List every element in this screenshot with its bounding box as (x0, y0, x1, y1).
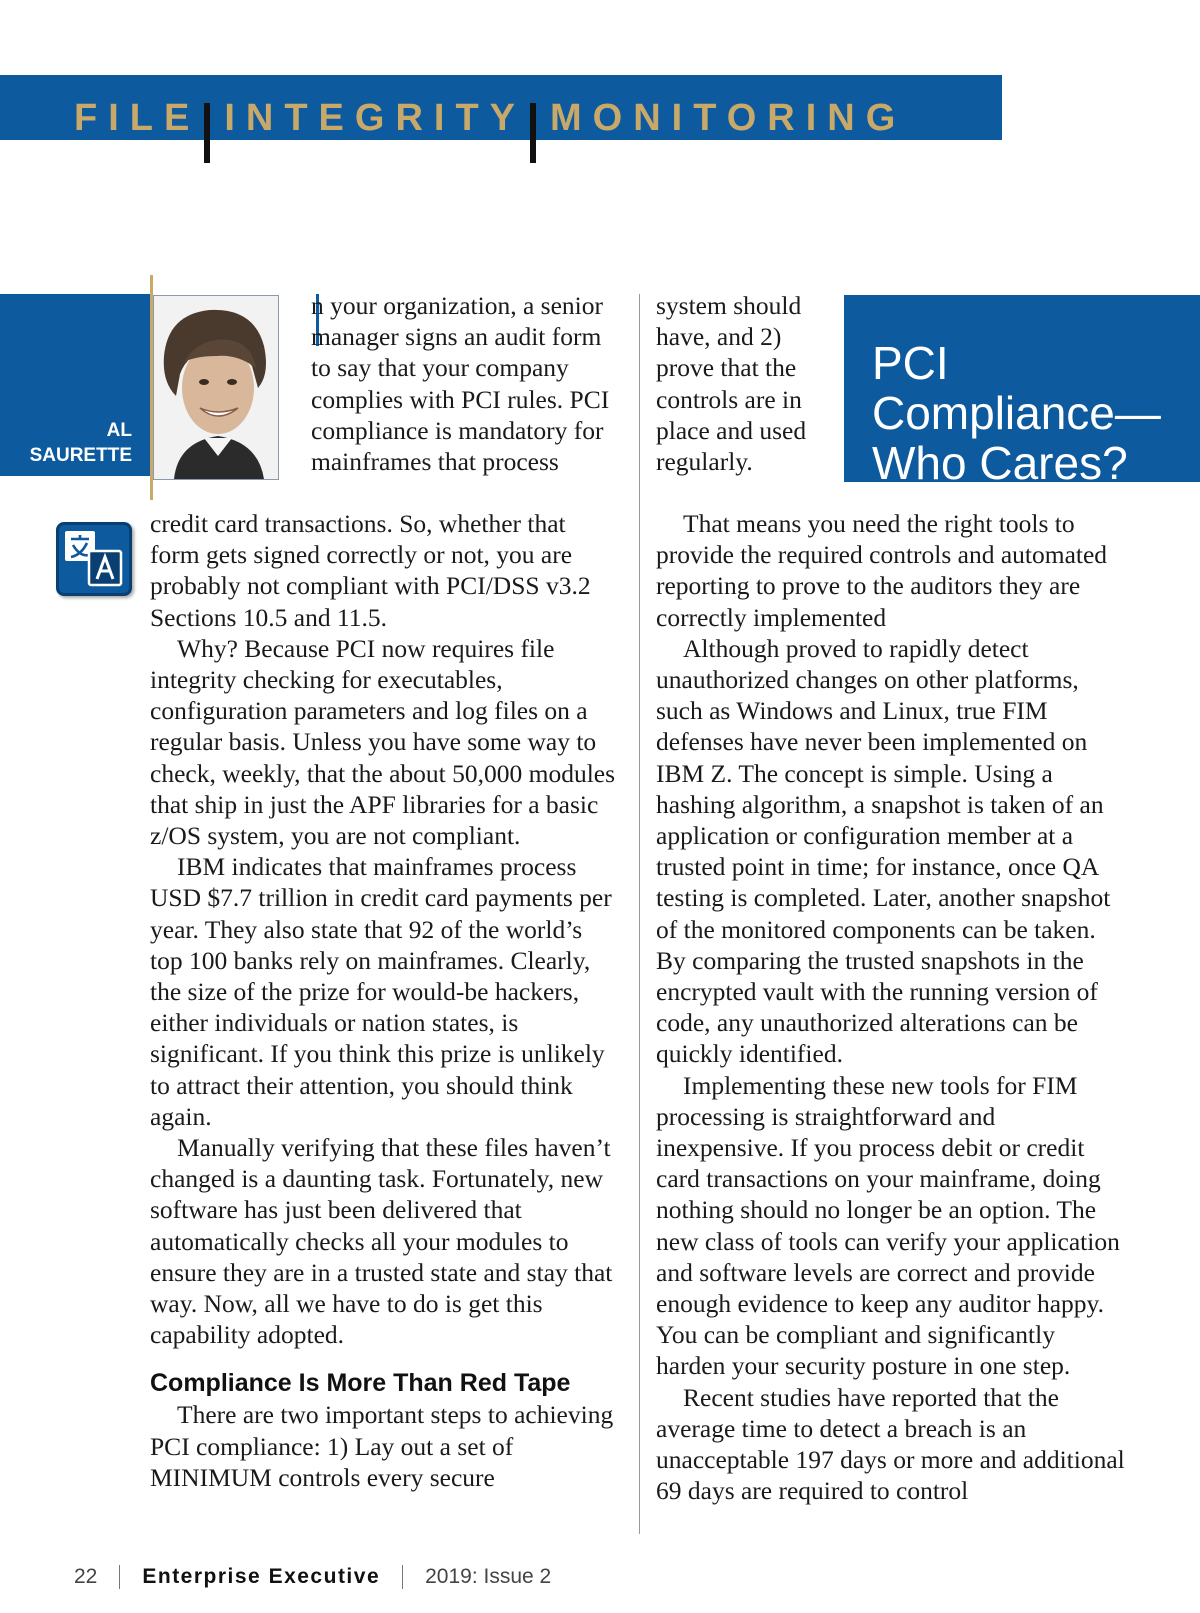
translate-icon (59, 525, 129, 593)
author-photo (153, 295, 279, 480)
article-column-left (150, 508, 620, 1493)
section-subhead: Compliance Is More Than Red Tape (150, 1369, 571, 1398)
article-title: PCI Compliance— Who Cares? (872, 336, 1161, 489)
paragraph: Implementing these new tools for FIM processing is straightforward and inexpensive. If you process debit or credit card transactions on your mainframe, doing nothing should no longer be an option. The new class of tools can verify your application and software levels are correct and provide enough evidence to keep any auditor happy. You can be compliant and significantly harden your security posture in one step. (656, 1070, 1120, 1381)
lead-paragraph-intro: n your organization, a senior manager signs an audit form to say that your company complies with PCI rules. PCI compliance is mandatory for mainframes that process (311, 291, 610, 477)
paragraph: IBM indicates that mainframes process USD $7.7 trillion in credit card payments per year. They also state that 92 of the world’s top 100 banks rely on mainframes. Clearly, the size of the prize for would-be hackers, either individuals or nation states, is significant. If you think this prize is unlikely to attract their attention, you should think again. (150, 852, 612, 1131)
author-name (30, 418, 132, 468)
issue-label: 2019: Issue 2 (425, 1565, 552, 1588)
banner-word-integrity: INTEGRITY (224, 97, 527, 139)
column-divider (639, 294, 640, 1534)
banner-divider (204, 103, 210, 163)
publication-name: Enterprise Executive (142, 1565, 381, 1588)
page-number: 22 (74, 1565, 98, 1588)
author-box (0, 294, 150, 476)
lead-paragraph-rest: credit card transactions. So, whether that form gets signed correctly or not, you are probably not compliant with PCI/DSS v3.2 Sections 10.5 and 11.5. (150, 509, 591, 632)
paragraph: That means you need the right tools to provide the required controls and automated reporting to prove to the auditors they are correctly implemented (656, 509, 1108, 632)
banner-divider (530, 103, 536, 163)
article-column-right (656, 508, 1126, 1507)
paragraph: Why? Because PCI now requires file integrity checking for executables, configuration parameters and log files on a regular basis. Unless you have some way to check, weekly, that the about 50,000 modules that ship in just the APF libraries for a basic z/OS system, you are not compliant. (150, 633, 616, 851)
paragraph: Recent studies have reported that the average time to detect a breach is an unacceptable 197 days or more and additional 69 days are required to control (656, 1382, 1125, 1506)
paragraph-continuation: system should have, and 2) prove that the controls are in place and used regularly. (656, 291, 807, 477)
translate-button[interactable] (56, 522, 132, 596)
footer-divider (402, 1565, 403, 1589)
banner-word-file: FILE (74, 97, 201, 139)
page-footer (74, 1563, 551, 1591)
article-lead-intro (311, 290, 611, 477)
paragraph: Manually verifying that these files haven’t changed is a daunting task. Fortunately, new software has just been delivered that automatically checks all your modules to ensure they are in a trusted state and stay that way. Now, all we have to do is get this capability adopted. (150, 1133, 613, 1350)
article-title-box (844, 295, 1200, 489)
author-last-name: SAURETTE (29, 445, 132, 466)
section-heading (74, 95, 906, 155)
paragraph: Although proved to rapidly detect unauthorized changes on other platforms, such as Windows and Linux, true FIM defenses have never been implemented on IBM Z. The concept is simple. Using a hashing algorithm, a snapshot is taken of an application or configuration member at a trusted point in time; for instance, once QA testing is completed. Later, another snapshot of the monitored components can be taken. By comparing the trusted snapshots in the encrypted vault with the running version of code, any unauthorized alterations can be quickly identified. (656, 633, 1111, 1069)
footer-divider (119, 1565, 120, 1589)
author-first-name: AL (106, 420, 132, 441)
author-portrait-icon (154, 296, 278, 479)
paragraph: There are two important steps to achieving PCI compliance: 1) Lay out a set of MINIMUM controls every secure (150, 1400, 614, 1492)
article-column-right-top (656, 290, 836, 477)
banner-word-monitoring: MONITORING (550, 97, 907, 139)
